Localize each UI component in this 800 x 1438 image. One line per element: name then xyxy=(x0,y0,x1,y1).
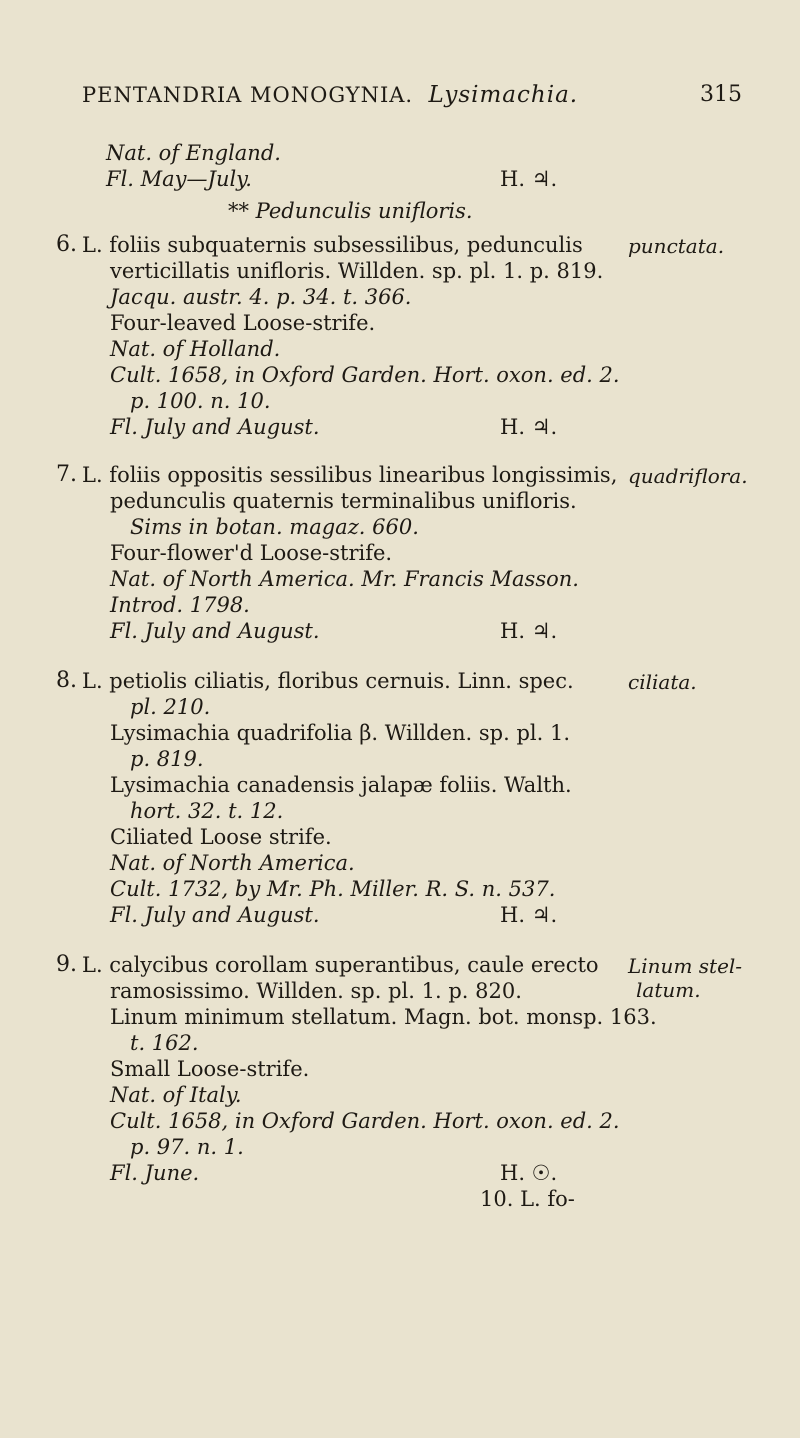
species-9-line-4: t. 162. xyxy=(130,1031,199,1055)
species-6-line-7: p. 100. n. 10. xyxy=(130,389,271,413)
species-9-line-3: Linum minimum stellatum. Magn. bot. monsp. 163. xyxy=(110,1005,657,1029)
species-7-line-2: pedunculis quaternis terminalibus unifloris. xyxy=(110,489,577,513)
species-6-number: 6. xyxy=(56,232,77,257)
species-8-line-4: p. 819. xyxy=(130,747,204,771)
species-6-line-6: Cult. 1658, in Oxford Garden. Hort. oxon. ed. 2. xyxy=(110,363,620,387)
species-9-name-cont: latum. xyxy=(636,978,701,1002)
species-8-line-5: Lysimachia canadensis jalapæ foliis. Walth. xyxy=(110,773,572,797)
species-8-number: 8. xyxy=(56,668,77,693)
header-genus: Lysimachia. xyxy=(428,82,579,108)
intro-nat: Nat. of England. xyxy=(106,141,281,165)
species-9-line-7: Cult. 1658, in Oxford Garden. Hort. oxon. ed. 2. xyxy=(110,1109,620,1133)
species-9-flowering: Fl. June. xyxy=(110,1161,200,1185)
species-8-flowering-sign: H. ♃. xyxy=(500,903,558,927)
species-7-flowering-sign: H. ♃. xyxy=(500,619,558,643)
species-9-line-8: p. 97. n. 1. xyxy=(130,1135,244,1159)
species-7-number: 7. xyxy=(56,462,77,487)
species-7-line-4: Four-flower'd Loose-strife. xyxy=(110,541,393,565)
species-8-line-7: Ciliated Loose strife. xyxy=(110,825,332,849)
species-9-line-5: Small Loose-strife. xyxy=(110,1057,310,1081)
intro-flowering-sign: H. ♃. xyxy=(500,167,558,191)
running-header xyxy=(82,82,742,122)
species-6-line-2: verticillatis unifloris. Willden. sp. pl. 1. p. 819. xyxy=(110,259,604,283)
species-7-line-1: L. foliis oppositis sessilibus linearibus longissimis, xyxy=(82,463,618,487)
header-class-order: PENTANDRIA MONOGYNIA. xyxy=(82,83,414,107)
species-9-line-1: L. calycibus corollam superantibus, caule erecto xyxy=(82,953,599,977)
species-9-line-2: ramosissimo. Willden. sp. pl. 1. p. 820. xyxy=(110,979,522,1003)
species-8-line-2: pl. 210. xyxy=(130,695,211,719)
species-9-flowering-sign: H. ☉. xyxy=(500,1161,558,1185)
species-6-name: punctata. xyxy=(628,234,725,258)
species-9-name: Linum stel- xyxy=(628,954,743,978)
page-number: 315 xyxy=(700,82,742,107)
species-9-number: 9. xyxy=(56,952,77,977)
species-8-flowering: Fl. July and August. xyxy=(110,903,320,927)
species-8-line-6: hort. 32. t. 12. xyxy=(130,799,284,823)
species-8-line-3: Lysimachia quadrifolia β. Willden. sp. pl. 1. xyxy=(110,721,571,745)
species-8-line-1: L. petiolis ciliatis, floribus cernuis. Linn. spec. xyxy=(82,669,574,693)
species-7-line-5: Nat. of North America. Mr. Francis Masson. xyxy=(110,567,579,591)
species-6-flowering: Fl. July and August. xyxy=(110,415,320,439)
species-6-line-1: L. foliis subquaternis subsessilibus, pedunculis xyxy=(82,233,583,257)
species-7-flowering: Fl. July and August. xyxy=(110,619,320,643)
species-7-line-3: Sims in botan. magaz. 660. xyxy=(130,515,419,539)
section-heading: ** Pedunculis unifloris. xyxy=(228,199,473,223)
species-7-name: quadriflora. xyxy=(628,464,748,488)
species-9-line-6: Nat. of Italy. xyxy=(110,1083,242,1107)
species-6-line-4: Four-leaved Loose-strife. xyxy=(110,311,376,335)
species-8-line-8: Nat. of North America. xyxy=(110,851,355,875)
species-6-line-3: Jacqu. austr. 4. p. 34. t. 366. xyxy=(110,285,412,309)
species-8-line-9: Cult. 1732, by Mr. Ph. Miller. R. S. n. 537. xyxy=(110,877,556,901)
species-6-flowering-sign: H. ♃. xyxy=(500,415,558,439)
species-6-line-5: Nat. of Holland. xyxy=(110,337,281,361)
catchword: 10. L. fo- xyxy=(480,1187,575,1211)
intro-flowering: Fl. May—July. xyxy=(106,167,252,191)
species-8-name: ciliata. xyxy=(628,670,697,694)
species-7-line-6: Introd. 1798. xyxy=(110,593,250,617)
header-title xyxy=(82,82,578,108)
